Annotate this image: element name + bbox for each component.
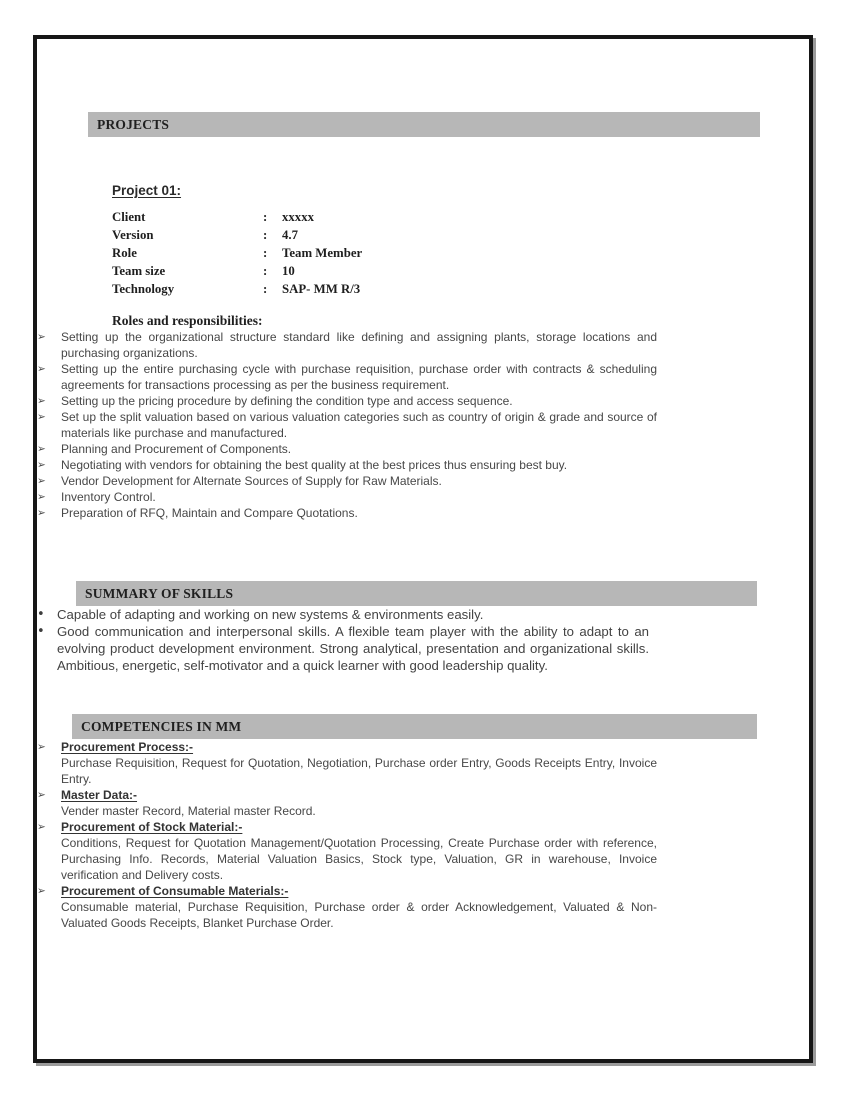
info-row — [112, 208, 809, 226]
project-info-table — [112, 208, 809, 298]
competencies-list — [37, 739, 657, 931]
summary-list-item — [37, 623, 649, 674]
summary-item-text: Capable of adapting and working on new systems & environments easily. — [57, 607, 484, 622]
document-frame — [33, 35, 813, 1063]
roles-list-item — [37, 361, 657, 393]
roles-item-text: Negotiating with vendors for obtaining the best quality at the best prices thus ensuring best buy. — [61, 458, 568, 472]
info-row — [112, 244, 809, 262]
competency-text — [61, 819, 657, 883]
roles-list-item — [37, 473, 657, 489]
roles-list-item — [37, 329, 657, 361]
section-header-summary-label: SUMMARY OF SKILLS — [85, 586, 234, 601]
arrow-bullet-icon: ➢ — [37, 821, 46, 833]
competency-item — [37, 739, 657, 787]
arrow-bullet-icon: ➢ — [37, 507, 46, 519]
arrow-bullet-icon: ➢ — [37, 789, 46, 801]
info-row — [112, 280, 809, 298]
section-header-competencies-label: COMPETENCIES IN MM — [81, 719, 242, 734]
arrow-bullet-icon: ➢ — [37, 491, 46, 503]
arrow-bullet-icon: ➢ — [37, 411, 46, 423]
info-value: 10 — [282, 264, 295, 278]
info-label: Version — [112, 228, 154, 242]
info-label: Role — [112, 246, 137, 260]
dot-bullet-icon: • — [37, 624, 45, 639]
dot-bullet-icon: • — [37, 607, 45, 622]
info-colon: : — [263, 264, 268, 278]
info-value: Team Member — [282, 246, 363, 260]
roles-item-text: Setting up the entire purchasing cycle with purchase requisition, purchase order with contracts & scheduling agreements for transactions processing as per the business requirement. — [61, 362, 657, 392]
info-row — [112, 226, 809, 244]
roles-list-item — [37, 457, 657, 473]
roles-list-item — [37, 393, 657, 409]
info-label: Technology — [112, 282, 175, 296]
summary-item-text: Good communication and interpersonal skills. A flexible team player with the ability to adapt to an evolving product development environment. Strong analytical, presentation and organizational skills. Ambitious, energetic, self-motivator and a quick learner with good leadership quality. — [57, 624, 649, 673]
arrow-bullet-icon: ➢ — [37, 459, 46, 471]
summary-list — [37, 606, 649, 674]
competency-body: Conditions, Request for Quotation Management/Quotation Processing, Create Purchase order with reference, Purchasing Info. Records, Material Valuation Basics, Stock type, Valuation, GR in warehouse, Invoice verification and Delivery costs. — [61, 836, 657, 882]
section-header-projects-label: PROJECTS — [97, 117, 170, 132]
competency-item — [37, 819, 657, 883]
competency-title: Master Data:- — [61, 788, 138, 802]
section-header-summary — [76, 581, 757, 606]
competency-item — [37, 883, 657, 931]
roles-list-item — [37, 409, 657, 441]
project-title: Project 01: — [112, 183, 182, 198]
info-value: xxxxx — [282, 210, 314, 224]
roles-list-item — [37, 505, 657, 521]
roles-item-text: Inventory Control. — [61, 490, 156, 504]
summary-list-item — [37, 606, 649, 623]
competency-text — [61, 739, 657, 787]
arrow-bullet-icon: ➢ — [37, 363, 46, 375]
info-value: 4.7 — [282, 228, 298, 242]
arrow-bullet-icon: ➢ — [37, 741, 46, 753]
section-header-projects — [88, 112, 760, 137]
roles-item-text: Set up the split valuation based on various valuation categories such as country of origin & grade and source of materials like purchase and manufactured. — [61, 410, 657, 440]
roles-item-text: Setting up the pricing procedure by defining the condition type and access sequence. — [61, 394, 513, 408]
competency-title: Procurement of Consumable Materials:- — [61, 884, 289, 898]
competency-item — [37, 787, 657, 819]
arrow-bullet-icon: ➢ — [37, 885, 46, 897]
roles-item-text: Vendor Development for Alternate Sources of Supply for Raw Materials. — [61, 474, 442, 488]
roles-list — [37, 329, 657, 521]
competency-text — [61, 883, 657, 931]
info-colon: : — [263, 210, 268, 224]
competency-body: Consumable material, Purchase Requisition, Purchase order & order Acknowledgement, Valuated & Non-Valuated Goods Receipts, Blanket Purchase Order. — [61, 900, 657, 930]
competency-title: Procurement of Stock Material:- — [61, 820, 243, 834]
arrow-bullet-icon: ➢ — [37, 331, 46, 343]
roles-heading: Roles and responsibilities: — [112, 313, 263, 328]
roles-item-text: Setting up the organizational structure standard like defining and assigning plants, storage locations and purchasing organizations. — [61, 330, 657, 360]
roles-item-text: Planning and Procurement of Components. — [61, 442, 292, 456]
info-value: SAP- MM R/3 — [282, 282, 361, 296]
arrow-bullet-icon: ➢ — [37, 475, 46, 487]
competency-body: Vender master Record, Material master Record. — [61, 804, 316, 818]
arrow-bullet-icon: ➢ — [37, 395, 46, 407]
competency-text — [61, 787, 657, 819]
info-colon: : — [263, 228, 268, 242]
info-label: Client — [112, 210, 146, 224]
roles-item-text: Preparation of RFQ, Maintain and Compare Quotations. — [61, 506, 358, 520]
section-header-competencies — [72, 714, 757, 739]
competency-body: Purchase Requisition, Request for Quotation, Negotiation, Purchase order Entry, Goods Receipts Entry, Invoice Entry. — [61, 756, 657, 786]
info-colon: : — [263, 282, 268, 296]
roles-list-item — [37, 441, 657, 457]
info-colon: : — [263, 246, 268, 260]
info-row — [112, 262, 809, 280]
competency-title: Procurement Process:- — [61, 740, 194, 754]
roles-list-item — [37, 489, 657, 505]
info-label: Team size — [112, 264, 166, 278]
arrow-bullet-icon: ➢ — [37, 443, 46, 455]
